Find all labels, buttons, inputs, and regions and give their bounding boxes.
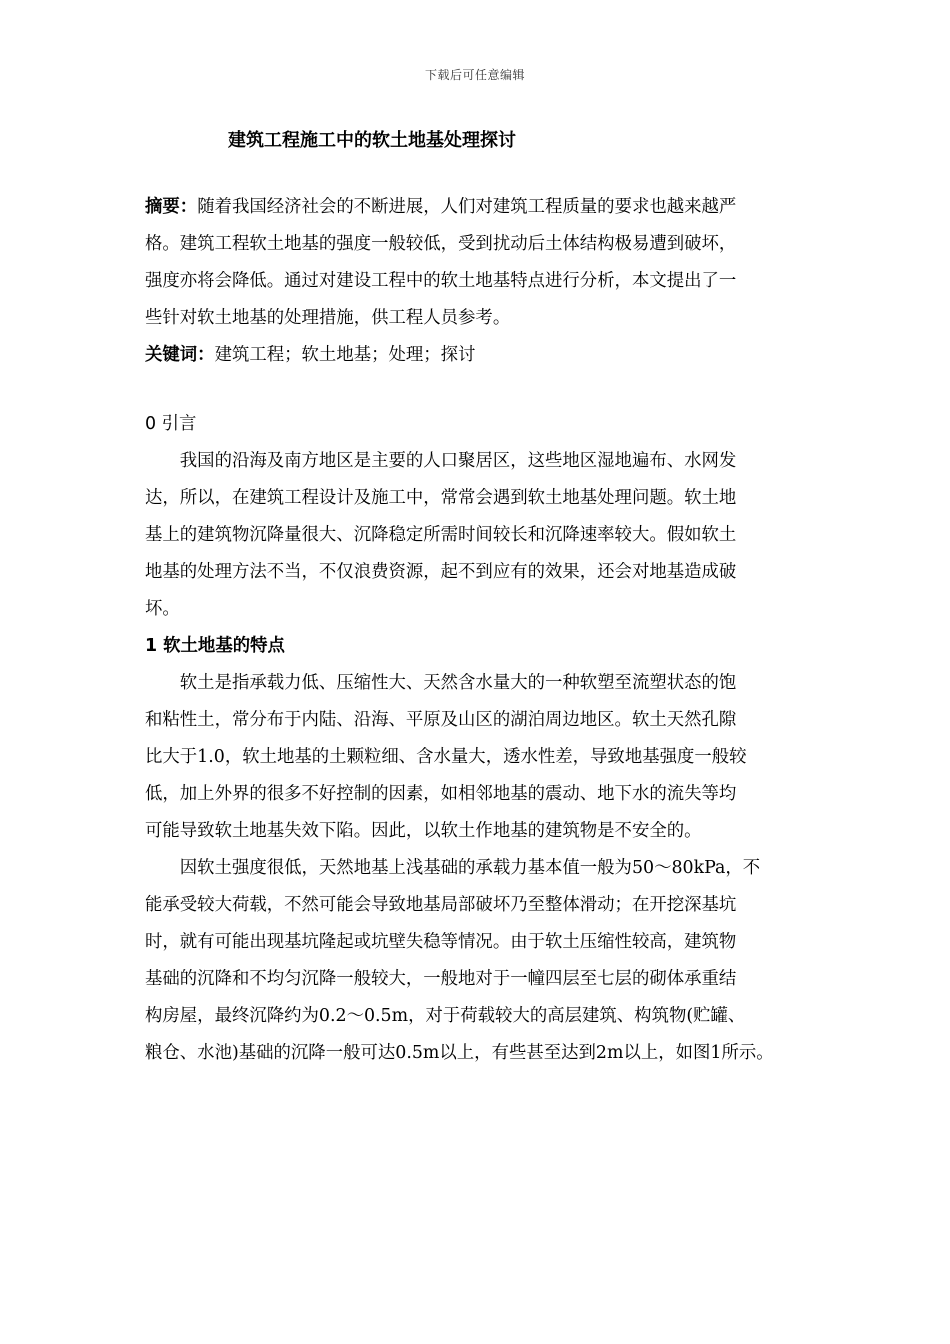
paragraph-line: 基础的沉降和不均匀沉降一般较大，一般地对于一幢四层至七层的砌体承重结	[145, 969, 737, 989]
paragraph-line: 地基的处理方法不当，不仅浪费资源，起不到应有的效果，还会对地基造成破	[145, 562, 737, 582]
body-block	[145, 406, 810, 1072]
paragraph-line: 构房屋，最终沉降约为0.2～0.5m，对于荷载较大的高层建筑、构筑物(贮罐、	[145, 1006, 746, 1026]
paragraph-line: 粮仓、水池)基础的沉降一般可达0.5m以上，有些甚至达到2m以上，如图1所示。	[145, 1043, 774, 1063]
header-note: 下载后可任意编辑	[424, 68, 525, 82]
abstract-line	[145, 189, 810, 226]
paragraph-line: 软土是指承载力低、压缩性大、天然含水量大的一种软塑至流塑状态的饱	[145, 673, 737, 693]
keywords-line	[145, 337, 810, 374]
keywords-text: 建筑工程；软土地基；处理；探讨	[214, 345, 476, 365]
abstract-block	[145, 189, 810, 374]
paragraph-line: 因软土强度很低，天然地基上浅基础的承载力基本值一般为50～80kPa，不	[145, 858, 761, 878]
abstract-line: 强度亦将会降低。通过对建设工程中的软土地基特点进行分析，本文提出了一	[145, 271, 737, 291]
paragraph-line: 可能导致软土地基失效下陷。因此，以软土作地基的建筑物是不安全的。	[145, 821, 702, 841]
paragraph-line: 低，加上外界的很多不好控制的因素，如相邻地基的震动、地下水的流失等均	[145, 784, 737, 804]
abstract-label: 摘要：	[145, 197, 198, 217]
paragraph-line: 能承受较大荷载，不然可能会导致地基局部破坏乃至整体滑动；在开挖深基坑	[145, 895, 737, 915]
abstract-text: 随着我国经济社会的不断进展，人们对建筑工程质量的要求也越来越严	[197, 197, 737, 217]
paragraph-line: 我国的沿海及南方地区是主要的人口聚居区，这些地区湿地遍布、水网发	[145, 451, 737, 471]
abstract-line: 格。建筑工程软土地基的强度一般较低，受到扰动后土体结构极易遭到破坏，	[145, 234, 737, 254]
paragraph-line: 达，所以，在建筑工程设计及施工中，常常会遇到软土地基处理问题。软土地	[145, 488, 737, 508]
keywords-label: 关键词：	[145, 345, 215, 365]
paragraph-line: 比大于1.0，软土地基的土颗粒细、含水量大，透水性差，导致地基强度一般较	[145, 747, 747, 767]
paragraph-line: 基上的建筑物沉降量很大、沉降稳定所需时间较长和沉降速率较大。假如软土	[145, 525, 737, 545]
section-1-heading: 1 软土地基的特点	[145, 636, 285, 656]
paragraph-line: 坏。	[145, 599, 180, 619]
paragraph-line: 和粘性土，常分布于内陆、沿海、平原及山区的湖泊周边地区。软土天然孔隙	[145, 710, 737, 730]
paragraph-line: 时，就有可能出现基坑隆起或坑壁失稳等情况。由于软土压缩性较高，建筑物	[145, 932, 737, 952]
document-title: 建筑工程施工中的软土地基处理探讨	[228, 130, 516, 151]
section-0-heading: 0 引言	[145, 414, 197, 434]
abstract-line: 些针对软土地基的处理措施，供工程人员参考。	[145, 308, 511, 328]
